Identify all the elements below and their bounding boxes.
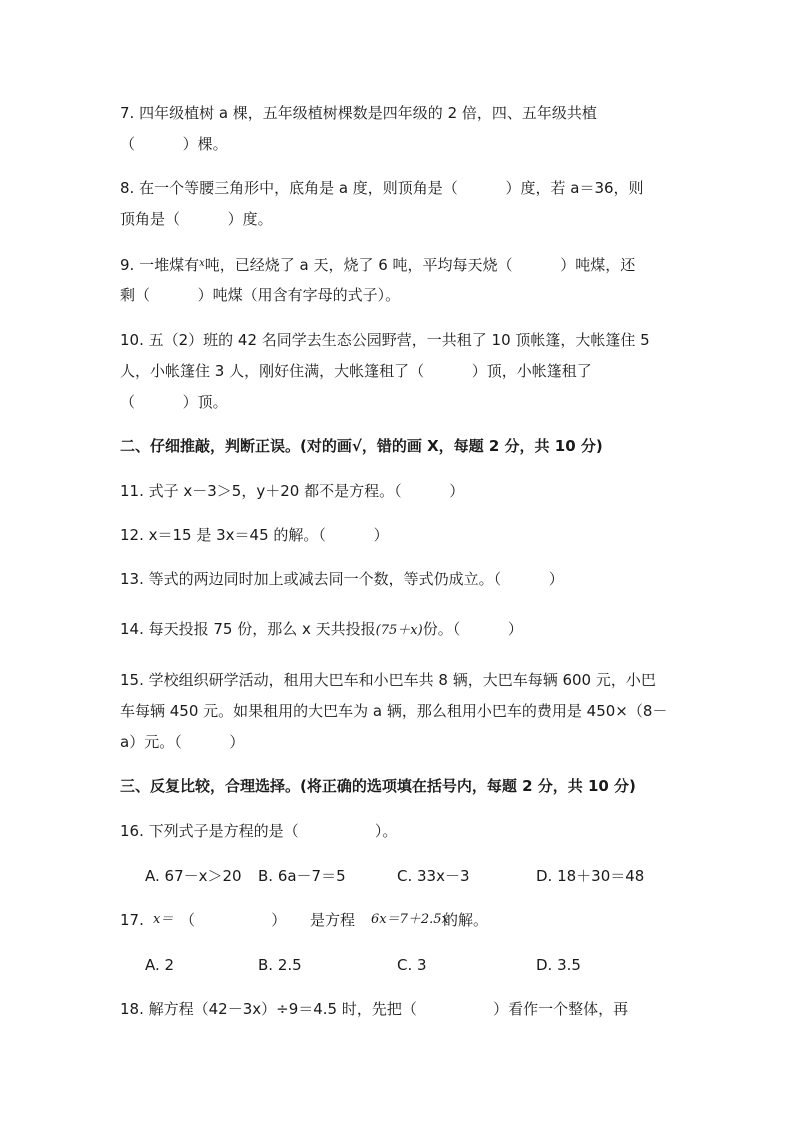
q7-line2: （ ）棵。 — [120, 135, 228, 153]
q17-option-d: D. 3.5 — [536, 956, 581, 974]
q10-line2: 人，小帐篷住 3 人，刚好住满，大帐篷租了（ ）顶，小帐篷租了 — [120, 362, 592, 380]
q18-line1: 18. 解方程（42－3x）÷9＝4.5 时，先把（ ）看作一个整体，再 — [120, 1000, 629, 1018]
q10-line3: （ ）顶。 — [120, 393, 228, 411]
q17-end: 的解。 — [443, 911, 489, 929]
q17-option-b: B. 2.5 — [258, 956, 302, 974]
q14-expression: (75＋x) — [375, 623, 423, 638]
q9-line2: 剩（ ）吨煤（用含有字母的式子）。 — [120, 286, 401, 304]
q16-stem: 16. 下列式子是方程的是（ ）。 — [120, 822, 398, 840]
q8-line1: 8. 在一个等腰三角形中，底角是 a 度，则顶角是（ ）度，若 a＝36，则 — [120, 179, 644, 197]
q14-text-b: 份。（ ） — [422, 620, 523, 638]
q9-line1-a: 9. 一堆煤有 — [120, 256, 200, 274]
q16-option-b: B. 6a－7＝5 — [258, 867, 346, 885]
q17-option-c: C. 3 — [397, 956, 427, 974]
q9-line1 — [120, 254, 635, 275]
q17-lhs: x＝ — [153, 912, 174, 927]
q16-option-a: A. 67－x＞20 — [145, 867, 242, 885]
q17-mid: 是方程 — [310, 911, 356, 929]
q10-line1: 10. 五（2）班的 42 名同学去生态公园野营，一共租了 10 顶帐篷，大帐篷住 5 — [120, 331, 650, 349]
q8-line2: 顶角是（ ）度。 — [120, 210, 273, 228]
q14-text-a: 14. 每天投报 75 份，那么 x 天共投报 — [120, 620, 376, 638]
section2-heading: 二、仔细推敲，判断正误。(对的画√，错的画 X，每题 2 分，共 10 分) — [120, 437, 603, 455]
q7-line1: 7. 四年级植树 a 棵，五年级植树棵数是四年级的 2 倍，四、五年级共植 — [120, 104, 597, 122]
q17-number: 17. — [120, 911, 144, 929]
q17-equation: 6x＝7＋2.5x — [371, 912, 449, 927]
q9-variable-x: x — [199, 258, 205, 269]
q16-option-c: C. 33x－3 — [397, 867, 470, 885]
q11-text: 11. 式子 x－3＞5，y＋20 都不是方程。（ ） — [120, 482, 465, 500]
q9-line1-b: 吨，已经烧了 a 天，烧了 6 吨，平均每天烧（ ）吨煤，还 — [204, 256, 636, 274]
q15-line3: a）元。（ ） — [120, 733, 245, 751]
q17-blank: （ ） — [180, 911, 287, 929]
q13-text: 13. 等式的两边同时加上或减去同一个数，等式仍成立。（ ） — [120, 570, 564, 588]
q17-option-a: A. 2 — [145, 956, 175, 974]
q14-text — [120, 619, 523, 641]
q12-text: 12. x＝15 是 3x＝45 的解。（ ） — [120, 526, 389, 544]
q15-line1: 15. 学校组织研学活动，租用大巴车和小巴车共 8 辆，大巴车每辆 600 元，小巴 — [120, 671, 656, 689]
section3-heading: 三、反复比较，合理选择。(将正确的选项填在括号内，每题 2 分，共 10 分) — [120, 777, 636, 795]
q15-line2: 车每辆 450 元。如果租用的大巴车为 a 辆，那么租用小巴车的费用是 450×（8－ — [120, 702, 668, 720]
q16-option-d: D. 18＋30＝48 — [536, 867, 645, 885]
